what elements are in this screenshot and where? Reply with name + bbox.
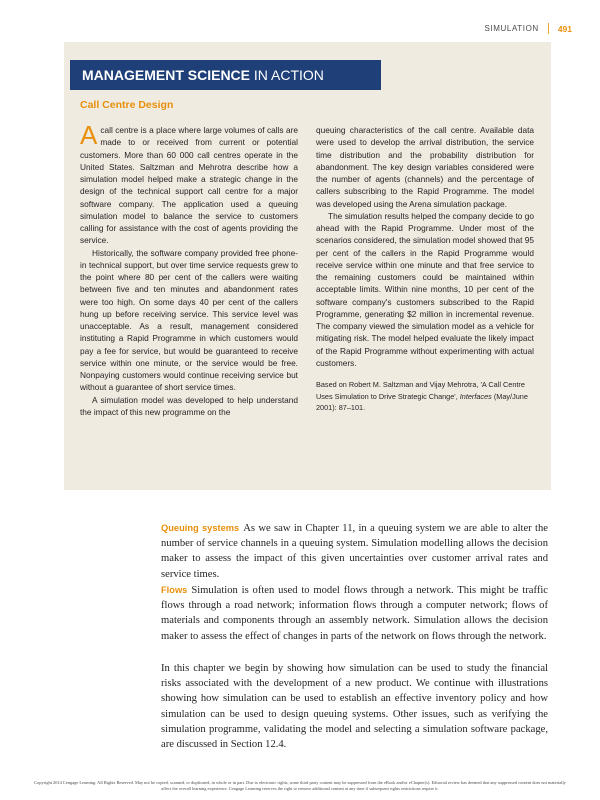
box-paragraph [80,120,298,247]
source-prefix: Based on Robert M. Saltzman and Vijay Mehrotra, 'A Call Centre Uses Simulation to Drive Strategic Change', [316,380,525,401]
source-citation [316,379,534,414]
box-paragraph: The simulation results helped the company decide to go ahead with the Rapid Programme. Under most of the scenarios considered, the simulation model showed that 95 per cent of the callers in the Rapid Programme would receive service within one minute and that free service to the remaining customers could be maintained within acceptable limits. Within nine months, 10 per cent of the software company's customers subscribed to the Rapid Programme, generating $2 million in incremental revenue. The company viewed the simulation model as a vehicle for mitigating risk. The model helped evaluate the likely impact of the Rapid Programme without experimenting with actual customers. [316,210,534,368]
box-title-regular: IN ACTION [250,67,324,83]
box-right-column [316,124,534,414]
box-paragraph: A simulation model was developed to help understand the impact of this new programme on the [80,394,298,417]
drop-cap: A [80,120,98,150]
box-title-banner [70,60,381,90]
source-suffix: (May/June 2001): 87–101. [316,391,528,412]
paragraph-text: Simulation is often used to model flows through a network. This might be traffic flows through a road network; information flows through a computer network; flows of materials and components through an assembly network. Simulation allows the decision maker to assess the effect of changes in parts of the network on flows through the network. [161,585,548,642]
source-journal: Interfaces [459,391,492,401]
body-paragraph-chapter-overview [161,661,548,752]
runin-heading: Flows [161,585,188,595]
copyright-footer: Copyright 2014 Cengage Learning. All Rights Reserved. May not be copied, scanned, or duplicated, in whole or in part. Due to electronic rights, some third party content may be suppressed from the eBook and/or eChapter(s). Editorial review has deemed that any suppressed content does not materially affect the overall learning experience. Cengage Learning reserves the right to remove additional content at any time if subsequent rights restrictions require it. [34,780,566,792]
body-paragraph-flows [161,583,548,644]
management-science-in-action-box [64,42,551,490]
section-name: SIMULATION [484,24,539,33]
body-paragraph-queuing-systems [161,521,548,582]
box-title-bold: MANAGEMENT SCIENCE [82,67,251,83]
runin-heading: Queuing systems [161,523,240,533]
header-divider [548,23,549,34]
box-paragraph: Historically, the software company provided free phone-in technical support, but over time service requests grew to the point where 80 per cent of the callers were waiting between five and ten minutes and abandonment rates were too high. On some days 40 per cent of the callers hung up before receiving service. This service level was unacceptable. As a result, management considered instituting a Rapid Programme in which customers would pay a fee for service, but would be guaranteed to receive service within one minute, or the service would be free. Nonpaying customers would continue receiving service but without a guarantee of short service times. [80,247,298,393]
box-left-column [80,120,298,418]
page-number: 491 [557,23,572,34]
box-subtitle: Call Centre Design [80,99,174,111]
paragraph-text: As we saw in Chapter 11, in a queuing system we are able to alter the number of service channels in a queuing system. Simulation modelling allows the decision maker to assess the impact of this given uncertainties over customer arrival rates and service times. [161,523,548,580]
running-header [485,23,573,34]
box-paragraph: queuing characteristics of the call centre. Available data were used to develop the arrival distribution, the service time distribution and the probability distribution for abandonment. The key design variables considered were the number of agents (channels) and the percentage of callers subscribing to the Rapid Programme. The model was developed using the Arena simulation package. [316,125,534,209]
paragraph-text: In this chapter we begin by showing how simulation can be used to study the financial risks associated with the development of a new product. We continue with illustrations showing how simulation can be used to establish an effective inventory policy and how simulation can be used to design queuing systems. Other issues, such as verifying the simulation programme, validating the model and selecting a simulation software package, are discussed in Section 12.4. [161,663,548,751]
box-left-p1-text: call centre is a place where large volumes of calls are made to or received from current or potential customers. More than 60 000 call centres operate in the United States. Saltzman and Mehrotra describe how a simulation model helped make a strategic change in the design of the technical support call centre for a major software company. The application used a queuing simulation model to balance the service to customers calling for assistance with the cost of agents providing the service. [80,125,298,246]
